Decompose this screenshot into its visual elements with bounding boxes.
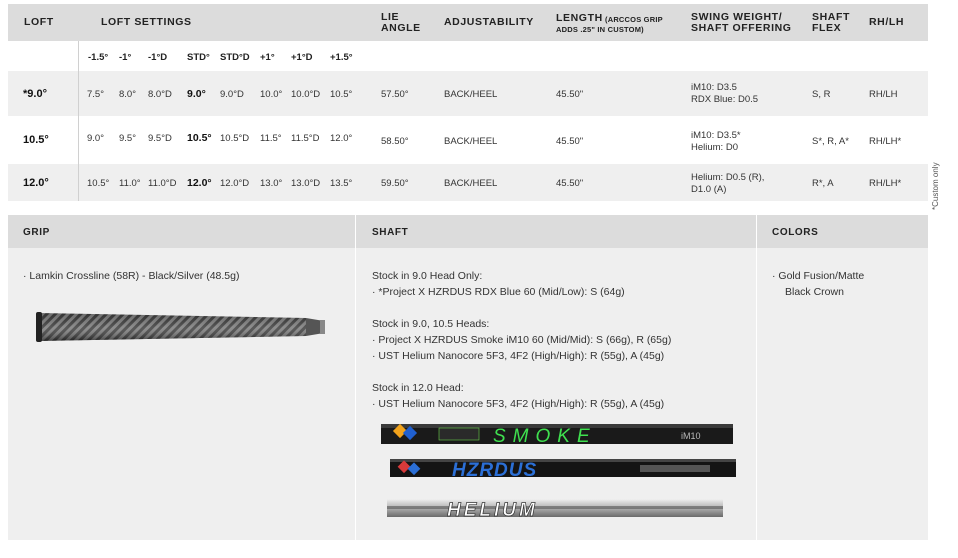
row-setting: 9.5°D [148, 133, 172, 144]
header-length-note-1: (ARCCOS GRIP [605, 15, 663, 24]
helium-shaft-image [387, 497, 723, 519]
row-setting: 11.5° [260, 133, 282, 144]
row-setting: 9.5° [119, 133, 137, 144]
row-adjustability: BACK/HEEL [444, 89, 498, 100]
row-setting-std: 9.0° [187, 88, 206, 100]
smoke-shaft-text: SMOKE [493, 426, 597, 446]
row-length: 45.50" [556, 136, 584, 147]
helium-shaft-text: HELIUM [447, 500, 538, 519]
header-loft-settings: LOFT SETTINGS [101, 16, 192, 28]
shaft-line: Stock in 9.0 Head Only: [372, 270, 483, 282]
colors-header: COLORS [772, 227, 819, 238]
row-setting: 10.0°D [291, 89, 321, 100]
row-setting: 10.5°D [220, 133, 250, 144]
loft-settings-labels [8, 41, 928, 71]
row-swing-1: Helium: D0.5 (R), [691, 172, 765, 183]
row-adjustability: BACK/HEEL [444, 136, 498, 147]
shaft-line: · UST Helium Nanocore 5F3, 4F2 (High/High): R (55g), A (45g) [372, 398, 665, 410]
setting-label: -1°D [148, 52, 168, 63]
row-swing-2: RDX Blue: D0.5 [691, 94, 759, 105]
header-lie-1: LIE [381, 11, 400, 23]
loft-column-divider [78, 41, 79, 201]
row-setting-std: 12.0° [187, 177, 212, 189]
custom-only-note [929, 148, 949, 210]
row-setting: 8.0° [119, 89, 137, 100]
setting-label: -1° [119, 52, 132, 63]
shaft-header: SHAFT [372, 227, 409, 238]
components-table [8, 215, 928, 540]
row-setting: 10.5° [87, 178, 110, 189]
setting-label: +1°D [291, 52, 313, 63]
row-setting: 11.0° [119, 178, 141, 189]
row-flex: R*, A [812, 178, 834, 189]
grip-image [36, 310, 326, 344]
spec-row-12 [8, 164, 928, 201]
spec-row-10-5 [8, 116, 928, 164]
header-lie-2: ANGLE [381, 22, 421, 34]
row-loft: *9.0° [23, 88, 47, 100]
row-flex: S*, R, A* [812, 136, 849, 147]
row-setting: 13.5° [330, 178, 353, 189]
row-setting: 9.0° [87, 133, 105, 144]
spec-header-row [8, 4, 928, 41]
colors-line-1: · Gold Fusion/Matte [772, 270, 865, 282]
row-setting: 8.0°D [148, 89, 172, 100]
shaft-line: Stock in 9.0, 10.5 Heads: [372, 318, 490, 330]
header-length-note-2: ADDS .25" IN CUSTOM) [556, 25, 644, 34]
row-setting-std: 10.5° [187, 132, 212, 144]
row-lie: 57.50° [381, 89, 409, 100]
hzrdus-shaft-image [390, 457, 736, 479]
custom-only-text: *Custom only [931, 162, 940, 210]
row-setting: 13.0° [260, 178, 283, 189]
row-setting: 11.5°D [291, 133, 320, 144]
row-swing-1: iM10: D3.5* [691, 130, 741, 141]
grip-item: · Lamkin Crossline (58R) - Black/Silver (48.5g) [23, 270, 240, 282]
row-flex: S, R [812, 89, 831, 100]
header-swing-weight-2: SHAFT OFFERING [691, 22, 792, 34]
setting-label: STD° [187, 52, 210, 63]
row-rhlh: RH/LH* [869, 136, 902, 147]
row-swing-2: Helium: D0 [691, 142, 738, 153]
row-adjustability: BACK/HEEL [444, 178, 498, 189]
header-shaft-flex-1: SHAFT [812, 11, 850, 23]
row-setting: 7.5° [87, 89, 105, 100]
row-setting: 9.0°D [220, 89, 244, 100]
header-swing-weight-1: SWING WEIGHT/ [691, 11, 783, 23]
row-loft: 12.0° [23, 177, 49, 189]
row-setting: 11.0°D [148, 178, 177, 189]
row-rhlh: RH/LH* [869, 178, 902, 189]
setting-label: +1.5° [330, 52, 353, 63]
colors-line-2: Black Crown [785, 286, 844, 298]
header-loft: LOFT [24, 16, 54, 28]
shaft-line: · UST Helium Nanocore 5F3, 4F2 (High/High): R (55g), A (45g) [372, 350, 665, 362]
smoke-shaft-image [381, 422, 733, 446]
row-lie: 58.50° [381, 136, 409, 147]
row-setting: 13.0°D [291, 178, 321, 189]
row-rhlh: RH/LH [869, 89, 898, 100]
row-setting: 12.0°D [220, 178, 250, 189]
grip-header: GRIP [23, 227, 50, 238]
shaft-line: Stock in 12.0 Head: [372, 382, 464, 394]
row-swing-2: D1.0 (A) [691, 184, 727, 195]
row-lie: 59.50° [381, 178, 409, 189]
row-setting: 12.0° [330, 133, 353, 144]
row-setting: 10.5° [330, 89, 353, 100]
shaft-line: · *Project X HZRDUS RDX Blue 60 (Mid/Low): S (64g) [372, 286, 625, 298]
setting-label: STD°D [220, 52, 250, 63]
header-adjustability: ADJUSTABILITY [444, 16, 534, 28]
setting-label: +1° [260, 52, 275, 63]
header-length: LENGTH [556, 12, 603, 24]
row-loft: 10.5° [23, 134, 49, 146]
row-setting: 10.0° [260, 89, 283, 100]
smoke-shaft-small: iM10 [681, 431, 701, 441]
header-shaft-flex-2: FLEX [812, 22, 842, 34]
spec-row-9 [8, 71, 928, 116]
shaft-line: · Project X HZRDUS Smoke iM10 60 (Mid/Mid): S (66g), R (65g) [372, 334, 672, 346]
hzrdus-shaft-text: HZRDUS [452, 460, 538, 479]
components-header [8, 215, 928, 248]
setting-label: -1.5° [88, 52, 109, 63]
header-rhlh: RH/LH [869, 16, 905, 28]
row-length: 45.50" [556, 89, 584, 100]
column-divider [355, 215, 356, 540]
row-swing-1: iM10: D3.5 [691, 82, 737, 93]
row-length: 45.50" [556, 178, 584, 189]
column-divider [756, 215, 757, 540]
